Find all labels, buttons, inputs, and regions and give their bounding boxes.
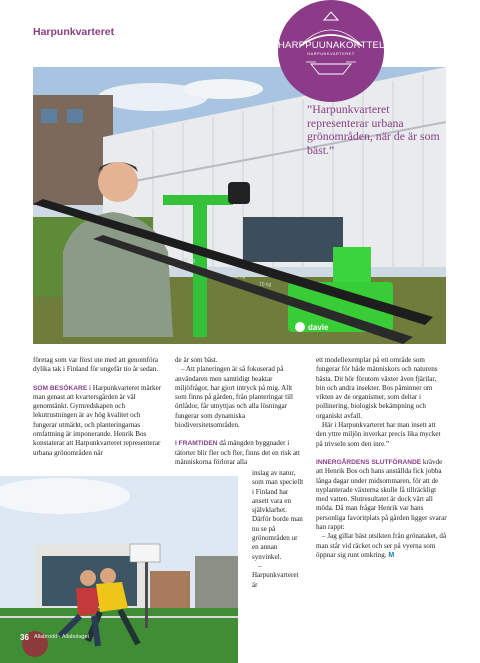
paragraph: företag som var först ute med att genomföra dylika tak i Finland för ungefär tio år sedan. — [33, 356, 159, 374]
paragraph — [175, 439, 303, 467]
column-3 — [316, 356, 447, 560]
svg-text:70 kg: 70 kg — [259, 282, 272, 288]
badge-title: HARPPUUNAKORTTELI — [278, 40, 388, 51]
paragraph: inslag av natur, som man speciellt i Finland har ansett vara en självklarhet. Därför borde man nu se på grönområden ur en annan synvinkel. — [252, 469, 304, 561]
paragraph-text: – Jag gillar bäst utsikten från grönataket, då man står vid räcket och ser på vyerna som öppnar sig runt omkring. — [316, 532, 447, 559]
equipment-brand-label: davie — [308, 323, 329, 332]
paragraph — [316, 532, 447, 560]
svg-text:60 kg: 60 kg — [233, 274, 246, 280]
lead-in: I FRAMTIDEN — [175, 440, 218, 448]
magazine-name: Allabrodd · Allabolaget — [34, 634, 90, 640]
paragraph: – Att planeringen är så fokuserad på användaren men samtidigt beaktar miljöfrågor, har gjort intryck på mig. Allt som finns på gården, från planteringar till örtlådor, får utnyttjas och alla lösningar fungerar som dynamiska biodiversitetsområden. — [175, 365, 293, 430]
paragraph: ett modellexemplar på ett område som fungerar för både människors och naturens bästa. Dit hör förutom växter även fjärilar, bin och andra insekter. Bos påminner om vikten av de organismer, som deltar i pollinering, biologisk bekämpning och organiskt avfall. — [316, 356, 438, 420]
paragraph — [316, 458, 447, 532]
pull-quote: ”Harpunkvarteret representerar urbana grönområden, när de är som bäst.” — [307, 102, 440, 157]
svg-text:40 kg: 40 kg — [183, 258, 196, 264]
lead-in: INNERGÅRDENS SLUTFÖRANDE — [316, 458, 422, 466]
page-number: 36 — [20, 633, 29, 642]
end-mark-icon: M — [388, 550, 395, 559]
paragraph-text: krävde att Henrik Bos och hans anställda fick jobba långa dagar under midsommaren, för att de nyplanterade växterna skulle få tillräckligt med vatten. Slutresultatet är dock värt all möda. Då man frågar Henrik var hans personliga favoritplats på gården ligger svarar han rappt: — [316, 457, 447, 532]
section-title: Harpunkvarteret — [33, 26, 115, 38]
paragraph-text: då mängden byggnader i tätorter blir fler och fler, finns det en risk att människorna förlorar alla — [175, 439, 300, 466]
paragraph: de är som bäst. — [175, 356, 218, 364]
column-2 — [175, 356, 303, 467]
column-1 — [33, 356, 163, 458]
lead-in: SOM BESÖKARE — [33, 384, 88, 392]
paragraph: – Harpunkvarteret är — [252, 561, 299, 589]
badge-subtitle: HARPUNKVARTERET — [307, 52, 355, 56]
paragraph-text: i Harpunkvarteret märker man genast att kvartersgården är väl genomtänkt. Gymredskapen och lekutrustningen är av hög kvalitet och fungerar utmärkt, och planteringarnas omfattning är imponerande. Henrik Bos konstaterar att Harpunkvarteret representerar urbana grönområden när — [33, 383, 162, 457]
column-2-wrap — [252, 469, 304, 590]
badge-logo — [278, 0, 388, 102]
paragraph: Här i Harpunkvarteret har man insett att den yttre miljön inverkar precis lika mycket på trivseln som den inre.” — [316, 421, 441, 448]
svg-text:50 kg: 50 kg — [208, 266, 221, 272]
paragraph — [33, 384, 163, 458]
